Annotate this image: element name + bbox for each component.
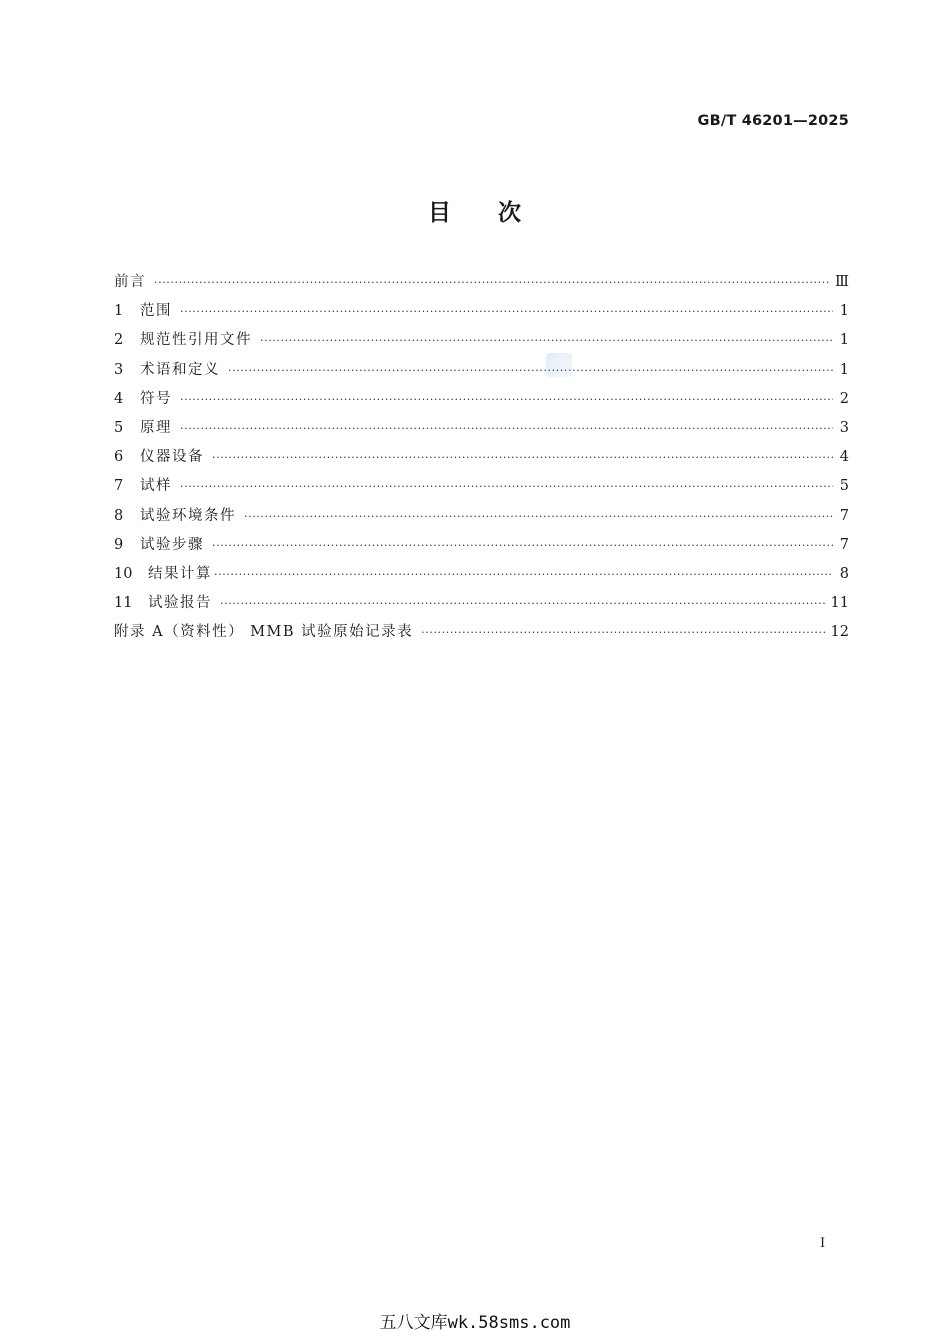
toc-entry-label: 原理 [140,419,172,436]
toc-entry-label: 术语和定义 [140,361,220,378]
toc-entry-number: 11 [114,595,133,612]
toc-entry-label: 规范性引用文件 [140,332,252,349]
toc-entry-page: 1 [839,332,849,349]
title-part-1: 目 [428,200,452,226]
toc-entry-preface[interactable] [114,270,849,299]
toc-entry-number: 10 [114,565,133,582]
toc-entry-number: 6 [114,449,124,466]
toc-entry-terms[interactable] [114,358,849,387]
title-part-2: 次 [498,200,522,226]
dot-leader [212,451,833,464]
dot-leader [212,539,833,552]
toc-entry-number: 4 [114,390,124,407]
dot-leader [260,334,833,347]
toc-entry-scope[interactable] [114,299,849,328]
toc-entry-apparatus[interactable] [114,445,849,474]
toc-entry-label: 符号 [140,390,172,407]
dot-leader [244,510,833,523]
toc-entry-principle[interactable] [114,416,849,445]
dot-leader [220,597,825,610]
toc-entry-number: 1 [114,303,124,320]
dot-leader [214,568,833,581]
toc-entry-test-report[interactable] [114,591,849,620]
toc-entry-page: 5 [839,478,849,495]
dot-leader [228,364,833,377]
toc-entry-annex-a[interactable] [114,620,849,649]
toc-entry-label: 试样 [140,478,172,495]
toc-entry-page: Ⅲ [835,274,849,290]
toc-entry-label: 前言 [114,274,146,290]
toc-entry-page: 1 [839,303,849,320]
dot-leader [180,393,833,406]
table-of-contents [114,270,849,649]
toc-entry-test-conditions[interactable] [114,504,849,533]
toc-entry-number: 9 [114,536,124,553]
toc-entry-label: 仪器设备 [140,449,204,466]
toc-entry-label: 结果计算 [148,565,212,582]
toc-entry-calculation[interactable] [114,562,849,591]
toc-entry-symbols[interactable] [114,387,849,416]
toc-entry-number: 7 [114,478,124,495]
toc-entry-number: 5 [114,419,124,436]
toc-entry-page: 2 [839,390,849,407]
toc-entry-page: 7 [839,507,849,524]
dot-leader [180,480,833,493]
toc-entry-number: 8 [114,507,124,524]
toc-entry-page: 4 [839,449,849,466]
toc-entry-page: 7 [839,536,849,553]
toc-entry-page: 8 [839,565,849,582]
toc-entry-normative-references[interactable] [114,328,849,357]
page-title [0,194,950,227]
toc-entry-number: 2 [114,332,124,349]
toc-entry-label: 试验环境条件 [140,507,236,524]
dot-leader [154,276,829,289]
toc-entry-page: 1 [839,361,849,378]
toc-entry-label: 试验步骤 [140,536,204,553]
dot-leader [421,626,824,639]
toc-entry-procedure[interactable] [114,533,849,562]
dot-leader [180,305,833,318]
toc-entry-page: 12 [830,624,849,641]
toc-entry-page: 11 [830,595,849,612]
toc-entry-label: 附录 A（资料性） MMB 试验原始记录表 [114,624,414,641]
standard-code: GB/T 46201—2025 [697,113,849,129]
toc-entry-specimen[interactable] [114,474,849,503]
toc-entry-page: 3 [839,419,849,436]
toc-entry-number: 3 [114,361,124,378]
toc-entry-label: 范围 [140,303,172,320]
footer-site-watermark: 五八文库wk.58sms.com [379,1313,571,1333]
dot-leader [180,422,833,435]
page-number: I [820,1236,826,1251]
toc-entry-label: 试验报告 [148,595,212,612]
